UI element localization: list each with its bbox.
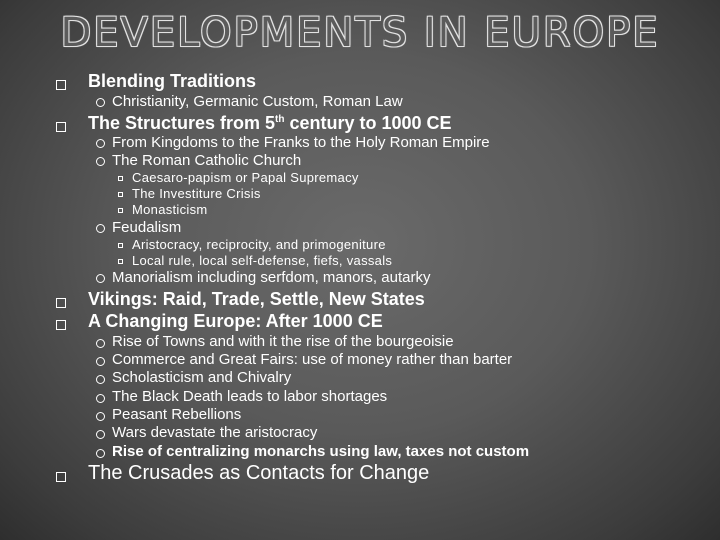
small-square-bullet-icon <box>118 208 123 213</box>
circle-bullet-icon <box>96 139 105 148</box>
small-square-bullet-icon <box>118 259 123 264</box>
bullet-aristocracy: Aristocracy, reciprocity, and primogeniture <box>132 237 386 252</box>
bullet-scholasticism: Scholasticism and Chivalry <box>112 369 292 386</box>
square-bullet-icon <box>56 298 66 308</box>
circle-bullet-icon <box>96 274 105 283</box>
circle-bullet-icon <box>96 157 105 166</box>
slide-title: DEVELOPMENTS IN EUROPE <box>60 10 660 56</box>
bullet-commerce: Commerce and Great Fairs: use of money rather than barter <box>112 351 513 368</box>
bullet-monasticism: Monasticism <box>132 202 208 217</box>
circle-bullet-icon <box>96 412 105 421</box>
square-bullet-icon <box>56 320 66 330</box>
circle-bullet-icon <box>96 339 105 348</box>
bullet-structures <box>88 113 452 134</box>
bullet-vikings: Vikings: Raid, Trade, Settle, New States <box>88 289 425 309</box>
bullet-caesaro-papism: Caesaro-papism or Papal Supremacy <box>132 170 359 185</box>
structures-text-post: century to 1000 CE <box>284 113 452 133</box>
bullet-changing-europe: A Changing Europe: After 1000 CE <box>88 311 383 331</box>
bullet-christianity: Christianity, Germanic Custom, Roman Law <box>112 93 403 110</box>
circle-bullet-icon <box>96 430 105 439</box>
square-bullet-icon <box>56 80 66 90</box>
bullet-kingdoms: From Kingdoms to the Franks to the Holy Roman Empire <box>112 134 490 151</box>
structures-superscript: th <box>275 114 285 125</box>
bullet-towns: Rise of Towns and with it the rise of the bourgeoisie <box>112 333 454 350</box>
circle-bullet-icon <box>96 375 105 384</box>
bullet-crusades: The Crusades as Contacts for Change <box>88 462 430 484</box>
square-bullet-icon <box>56 472 66 482</box>
bullet-local-rule: Local rule, local self-defense, fiefs, vassals <box>132 253 393 268</box>
square-bullet-icon <box>56 122 66 132</box>
bullet-manorialism: Manorialism including serfdom, manors, autarky <box>112 269 431 286</box>
bullet-blending-traditions: Blending Traditions <box>88 71 257 91</box>
bullet-centralizing-monarchs: Rise of centralizing monarchs using law, taxes not custom <box>112 443 530 460</box>
small-square-bullet-icon <box>118 243 123 248</box>
circle-bullet-icon <box>96 98 105 107</box>
circle-bullet-icon <box>96 449 105 458</box>
small-square-bullet-icon <box>118 192 123 197</box>
bullet-church: The Roman Catholic Church <box>112 152 302 169</box>
bullet-black-death: The Black Death leads to labor shortages <box>112 388 388 405</box>
bullet-wars: Wars devastate the aristocracy <box>112 424 318 441</box>
circle-bullet-icon <box>96 394 105 403</box>
bullet-peasant-rebellions: Peasant Rebellions <box>112 406 242 423</box>
structures-text-pre: The Structures from 5 <box>88 113 276 133</box>
bullet-investiture: The Investiture Crisis <box>132 186 261 201</box>
small-square-bullet-icon <box>118 176 123 181</box>
circle-bullet-icon <box>96 357 105 366</box>
bullet-feudalism: Feudalism <box>112 219 182 236</box>
circle-bullet-icon <box>96 224 105 233</box>
